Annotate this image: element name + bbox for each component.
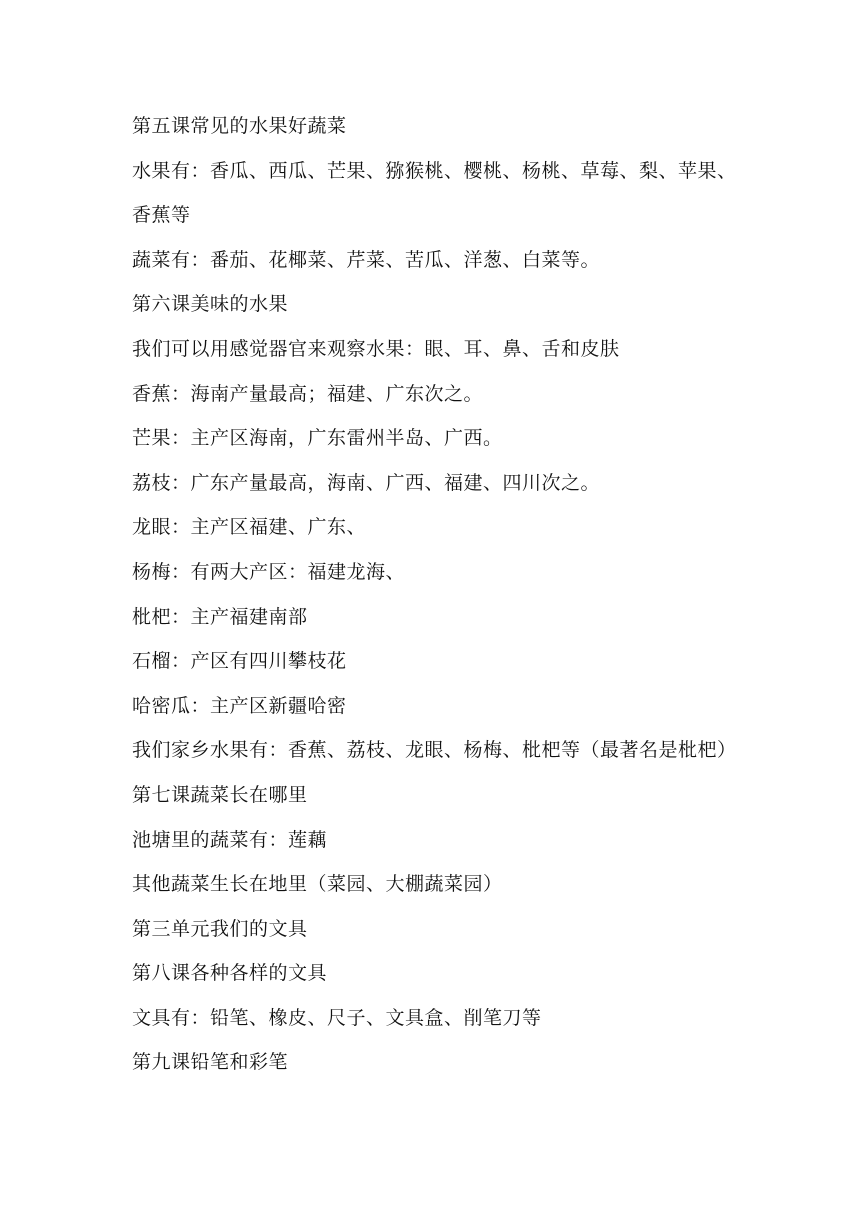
field-vegetables-text: 其他蔬菜生长在地里（菜园、大棚蔬菜园） <box>132 873 503 896</box>
senses-text: 我们可以用感觉器官来观察水果：眼、耳、鼻、舌和皮肤 <box>132 337 620 360</box>
bayberry-text: 杨梅：有两大产区：福建龙海、 <box>132 560 406 583</box>
stationery-list: 文具有：铅笔、橡皮、尺子、文具盒、削笔刀等 <box>132 1006 542 1029</box>
banana-text: 香蕉：海南产量最高；福建、广东次之。 <box>132 382 484 405</box>
mango-text: 芒果：主产区海南，广东雷州半岛、广西。 <box>132 427 503 450</box>
lychee-text: 荔枝：广东产量最高，海南、广西、福建、四川次之。 <box>132 471 601 494</box>
lesson-5-title: 第五课常见的水果好蔬菜 <box>132 115 347 137</box>
lesson-6-title: 第六课美味的水果 <box>132 293 289 316</box>
pomegranate-text: 石榴：产区有四川攀枝花 <box>132 650 347 673</box>
vegetables-list: 蔬菜有：番茄、花椰菜、芹菜、苦瓜、洋葱、白菜等。 <box>132 248 601 271</box>
document-body <box>132 104 752 1085</box>
lesson-9-title: 第九课铅笔和彩笔 <box>132 1051 289 1074</box>
fruits-list-line-2: 香蕉等 <box>132 204 191 227</box>
lesson-7-title: 第七课蔬菜长在哪里 <box>132 783 308 806</box>
lesson-8-title: 第八课各种各样的文具 <box>132 962 328 985</box>
unit-3-title: 第三单元我们的文具 <box>132 917 308 940</box>
pond-vegetables-text: 池塘里的蔬菜有：莲藕 <box>132 828 328 851</box>
fruits-list-line-1: 水果有：香瓜、西瓜、芒果、猕猴桃、樱桃、杨桃、草莓、梨、苹果、 <box>132 159 737 182</box>
longan-text: 龙眼：主产区福建、广东、 <box>132 516 367 539</box>
hami-melon-text: 哈密瓜：主产区新疆哈密 <box>132 694 347 717</box>
hometown-fruits-text: 我们家乡水果有：香蕉、荔枝、龙眼、杨梅、枇杷等（最著名是枇杷） <box>132 739 737 762</box>
loquat-text: 枇杷：主产福建南部 <box>132 605 308 628</box>
